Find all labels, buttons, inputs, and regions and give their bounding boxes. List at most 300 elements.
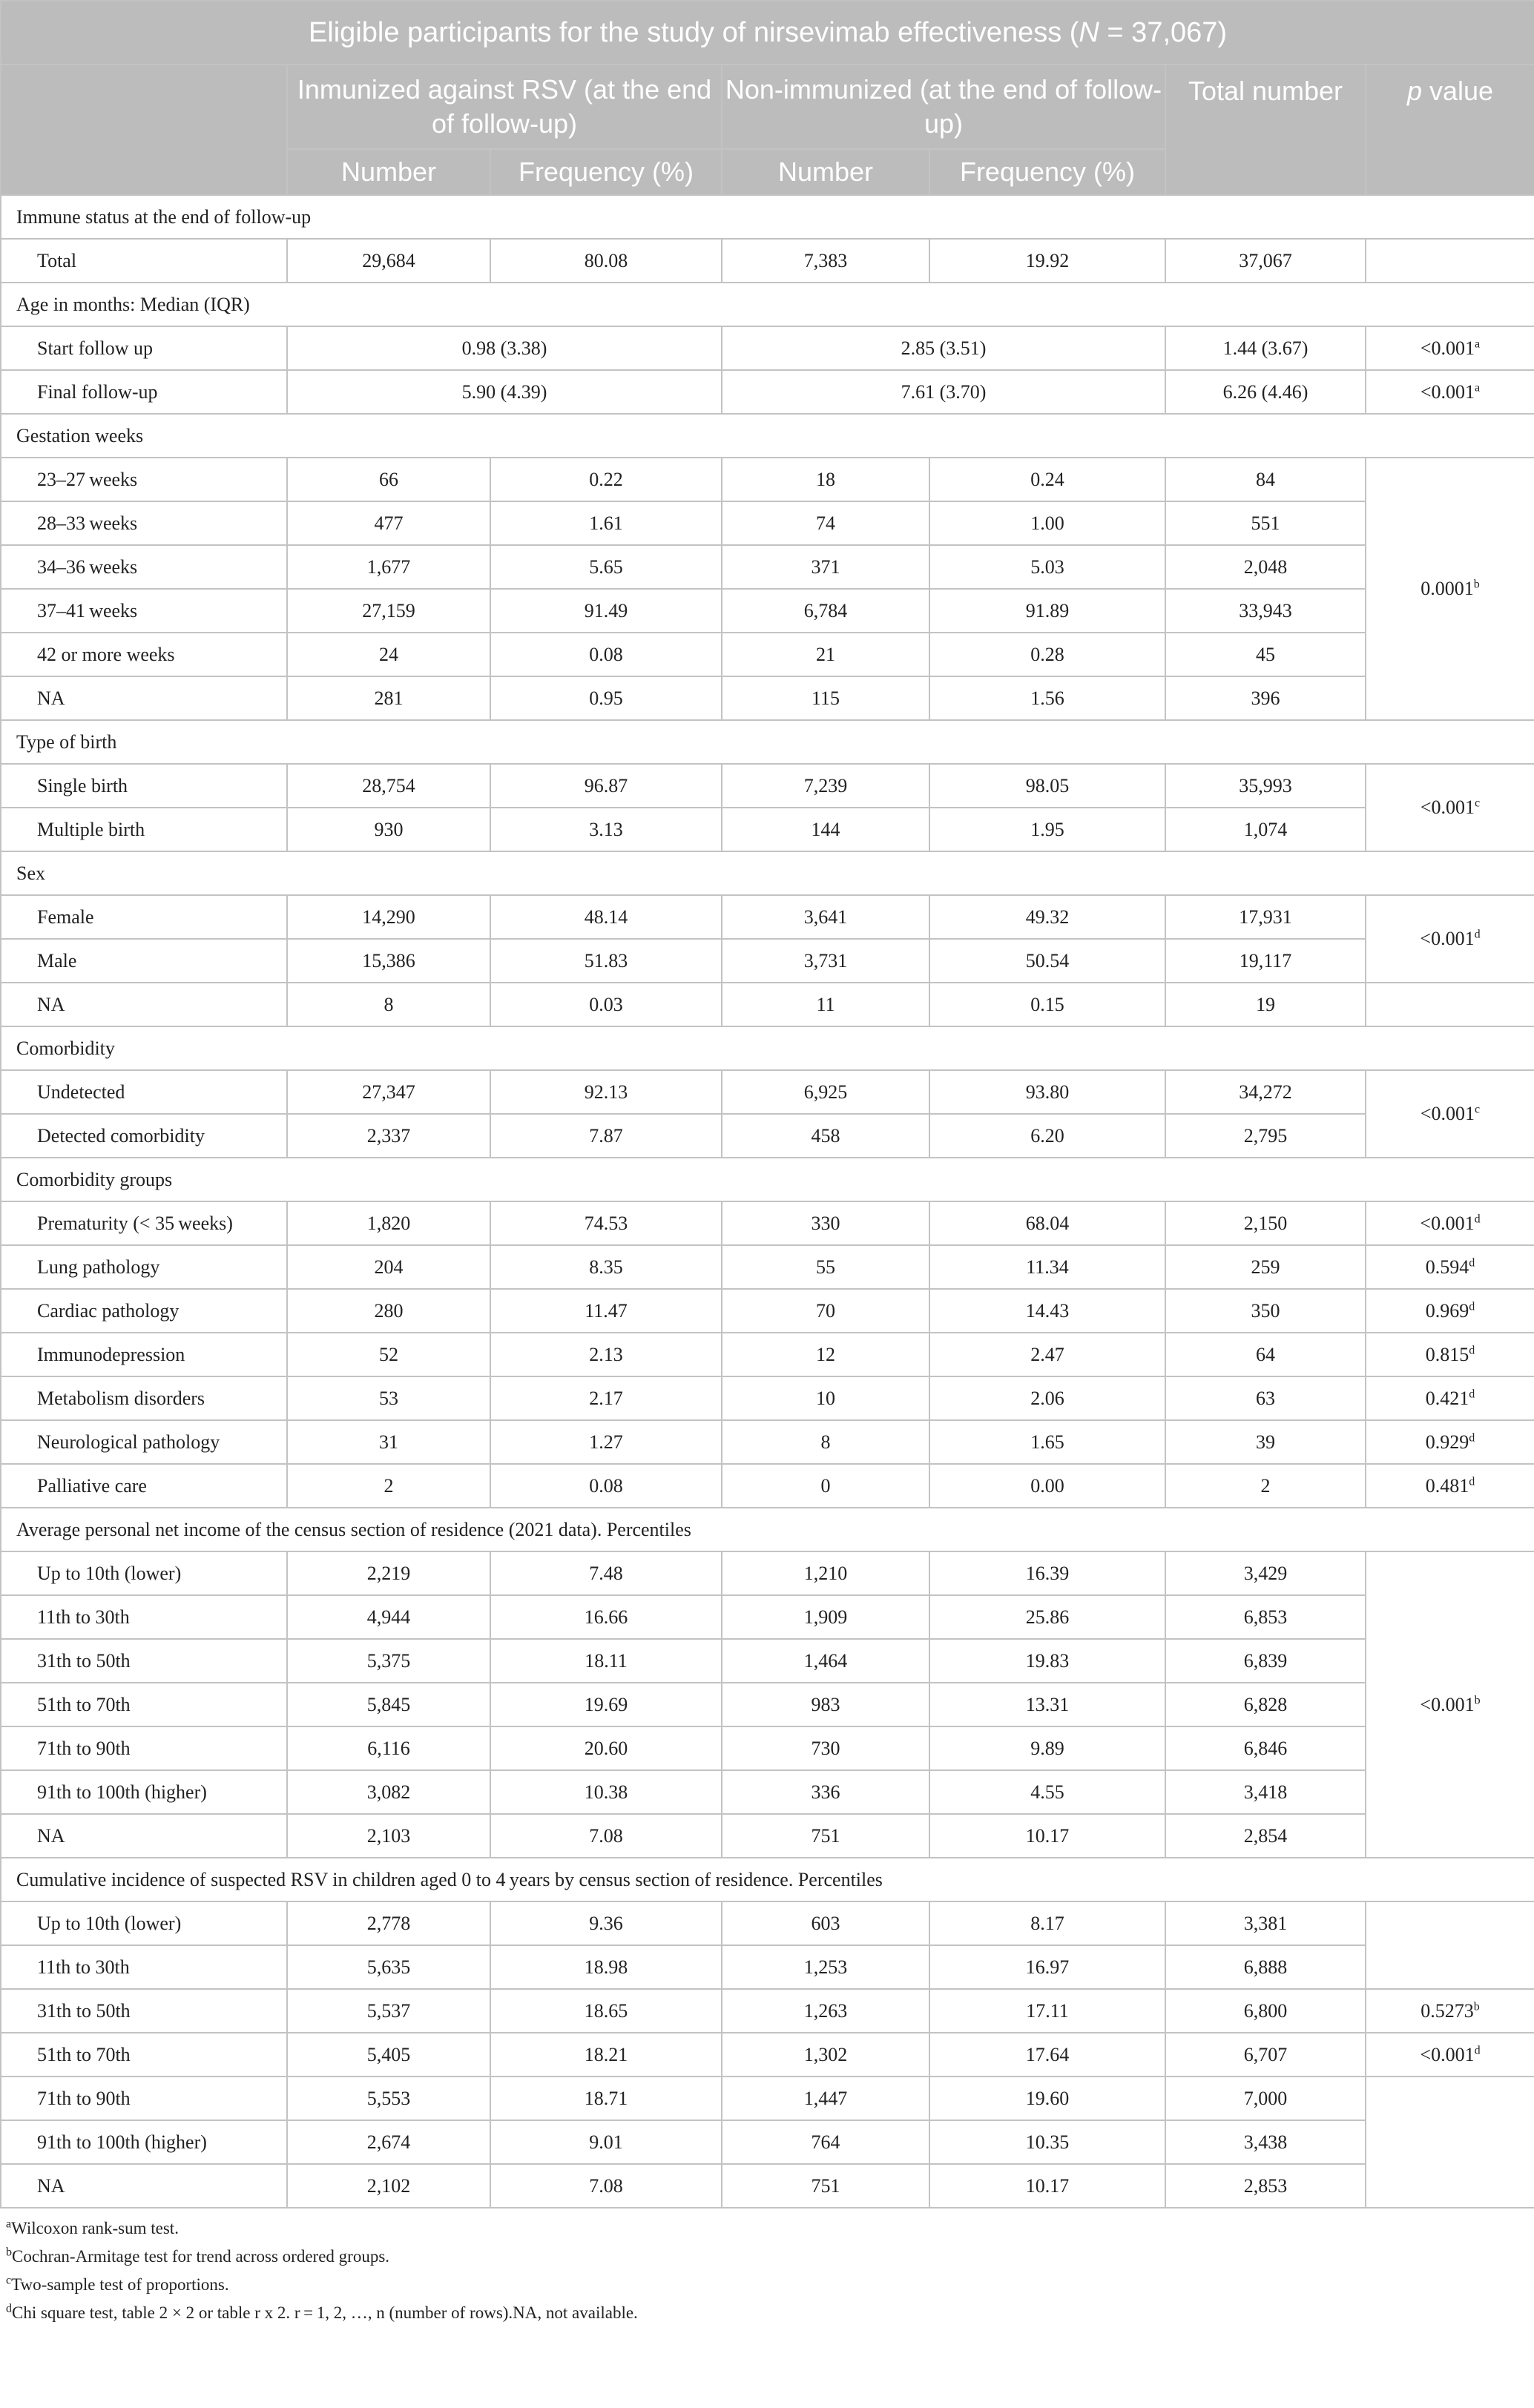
row-label: 34–36 weeks [1,545,287,589]
immunized-frequency: 7.48 [490,1551,722,1595]
non-immunized-frequency: 98.05 [929,764,1165,808]
footnote [6,2271,1534,2299]
immunized-frequency: 92.13 [490,1070,722,1114]
p-value: <0.001 [1420,2043,1475,2065]
section-title: Comorbidity groups [1,1158,1534,1201]
immunized-number: 31 [287,1420,490,1464]
row-label: Detected comorbidity [1,1114,287,1158]
total-cell: 6,828 [1165,1683,1366,1726]
table-row [1,808,1534,851]
total-cell: 64 [1165,1333,1366,1376]
p-value-cell [1366,2077,1534,2208]
table-row [1,983,1534,1026]
non-immunized-frequency: 68.04 [929,1201,1165,1245]
non-immunized-frequency: 19.83 [929,1639,1165,1683]
table-title-text: Eligible participants for the study of nirsevimab effectiveness ( [308,16,1079,48]
immunized-frequency: 0.22 [490,458,722,501]
non-immunized-frequency: 1.65 [929,1420,1165,1464]
table-row [1,1201,1534,1245]
p-value-footnote-mark: d [1469,1431,1475,1444]
immunized-number: 3,082 [287,1770,490,1814]
header-total: Total number [1165,65,1366,195]
median-non-immunized: 2.85 (3.51) [722,326,1165,370]
p-value-cell [1366,1464,1534,1508]
p-value-cell [1366,1376,1534,1420]
footnote-mark: c [6,2274,12,2287]
immunized-frequency: 7.08 [490,1814,722,1858]
header-p-rest: value [1421,76,1494,106]
immunized-number: 5,537 [287,1989,490,2033]
table-row [1,1289,1534,1333]
total-cell: 3,438 [1165,2120,1366,2164]
section-title: Sex [1,851,1534,895]
section-header-row [1,851,1534,895]
row-label: Neurological pathology [1,1420,287,1464]
immunized-frequency: 96.87 [490,764,722,808]
table-row [1,633,1534,676]
table-row [1,1464,1534,1508]
total-cell: 35,993 [1165,764,1366,808]
row-label: Immunodepression [1,1333,287,1376]
non-immunized-number: 3,641 [722,895,929,939]
row-label: NA [1,2164,287,2208]
non-immunized-frequency: 2.06 [929,1376,1165,1420]
total-cell: 1,074 [1165,808,1366,851]
total-cell: 3,381 [1165,1901,1366,1945]
non-immunized-number: 1,909 [722,1595,929,1639]
non-immunized-number: 371 [722,545,929,589]
non-immunized-number: 70 [722,1289,929,1333]
table-row [1,676,1534,720]
non-immunized-frequency: 19.92 [929,239,1165,283]
total-cell: 84 [1165,458,1366,501]
section-header-row [1,1158,1534,1201]
immunized-number: 2,103 [287,1814,490,1858]
table-row [1,1726,1534,1770]
total-cell: 6,707 [1165,2033,1366,2077]
footnote-mark: b [6,2246,12,2259]
p-value-footnote-mark: b [1473,578,1480,591]
section-title: Average personal net income of the census section of residence (2021 data). Percentiles [1,1508,1534,1551]
footnote [6,2299,1534,2327]
p-value: <0.001 [1420,796,1475,818]
p-value-cell [1366,1901,1534,1989]
immunized-number: 4,944 [287,1595,490,1639]
non-immunized-number: 11 [722,983,929,1026]
footnote-text: Chi square test, table 2 × 2 or table r x 2. r = 1, 2, …, n (number of rows).NA, not available. [12,2303,638,2322]
non-immunized-number: 115 [722,676,929,720]
total-cell: 2,795 [1165,1114,1366,1158]
table-title-n: N [1079,16,1099,48]
non-immunized-number: 751 [722,2164,929,2208]
non-immunized-number: 1,253 [722,1945,929,1989]
immunized-number: 1,820 [287,1201,490,1245]
non-immunized-number: 144 [722,808,929,851]
non-immunized-number: 983 [722,1683,929,1726]
non-immunized-frequency: 1.56 [929,676,1165,720]
p-value-footnote-mark: d [1469,1474,1475,1488]
table-row [1,370,1534,414]
immunized-number: 2 [287,1464,490,1508]
header-blank [1,65,287,195]
total-cell: 259 [1165,1245,1366,1289]
median-immunized: 5.90 (4.39) [287,370,722,414]
immunized-number: 5,845 [287,1683,490,1726]
row-label: 11th to 30th [1,1945,287,1989]
total-cell: 6.26 (4.46) [1165,370,1366,414]
non-immunized-number: 3,731 [722,939,929,983]
row-label: Palliative care [1,1464,287,1508]
table-row [1,895,1534,939]
immunized-frequency: 9.01 [490,2120,722,2164]
immunized-number: 930 [287,808,490,851]
non-immunized-frequency: 9.89 [929,1726,1165,1770]
immunized-number: 27,159 [287,589,490,633]
immunized-frequency: 0.08 [490,1464,722,1508]
table-row [1,2120,1534,2164]
total-cell: 2,854 [1165,1814,1366,1858]
p-value: 0.815 [1425,1343,1469,1365]
footnote-text: Two-sample test of proportions. [11,2275,229,2294]
p-value: <0.001 [1420,380,1475,403]
non-immunized-number: 603 [722,1901,929,1945]
p-value-cell [1366,1420,1534,1464]
non-immunized-frequency: 11.34 [929,1245,1165,1289]
section-header-row [1,1508,1534,1551]
row-label: 51th to 70th [1,1683,287,1726]
p-value: 0.969 [1425,1299,1469,1322]
immunized-frequency: 2.13 [490,1333,722,1376]
non-immunized-frequency: 17.11 [929,1989,1165,2033]
immunized-number: 66 [287,458,490,501]
immunized-frequency: 5.65 [490,545,722,589]
total-cell: 551 [1165,501,1366,545]
row-label: Multiple birth [1,808,287,851]
header-immunized: Inmunized against RSV (at the end of follow-up) [287,65,722,149]
non-immunized-frequency: 50.54 [929,939,1165,983]
section-header-row [1,720,1534,764]
total-cell: 2 [1165,1464,1366,1508]
total-cell: 6,853 [1165,1595,1366,1639]
total-cell: 6,846 [1165,1726,1366,1770]
table-row [1,1683,1534,1726]
p-value: <0.001 [1420,928,1475,949]
immunized-number: 2,674 [287,2120,490,2164]
immunized-frequency: 1.61 [490,501,722,545]
p-value-cell [1366,458,1534,720]
immunized-number: 5,405 [287,2033,490,2077]
row-label: Up to 10th (lower) [1,1901,287,1945]
p-value-cell [1366,983,1534,1026]
immunized-frequency: 8.35 [490,1245,722,1289]
immunized-frequency: 51.83 [490,939,722,983]
non-immunized-frequency: 0.24 [929,458,1165,501]
row-label: 91th to 100th (higher) [1,1770,287,1814]
row-label: Cardiac pathology [1,1289,287,1333]
non-immunized-number: 6,925 [722,1070,929,1114]
p-value: 0.481 [1425,1474,1469,1497]
subheader-number-2: Number [722,149,929,195]
p-value-cell [1366,895,1534,983]
immunized-number: 2,778 [287,1901,490,1945]
table-row [1,1989,1534,2033]
immunized-frequency: 80.08 [490,239,722,283]
p-value-cell [1366,370,1534,414]
total-cell: 396 [1165,676,1366,720]
table-row [1,1551,1534,1595]
table-row [1,326,1534,370]
total-cell: 19 [1165,983,1366,1026]
immunized-number: 14,290 [287,895,490,939]
non-immunized-frequency: 8.17 [929,1901,1165,1945]
table-row [1,939,1534,983]
total-cell: 19,117 [1165,939,1366,983]
p-value-footnote-mark: d [1474,1212,1481,1225]
p-value-cell [1366,326,1534,370]
row-label: Final follow-up [1,370,287,414]
table-body [1,195,1534,2208]
section-title: Comorbidity [1,1026,1534,1070]
p-value: <0.001 [1420,337,1475,359]
header-p-italic: p [1406,76,1422,106]
immunized-frequency: 18.21 [490,2033,722,2077]
immunized-frequency: 1.27 [490,1420,722,1464]
immunized-frequency: 20.60 [490,1726,722,1770]
row-label: 51th to 70th [1,2033,287,2077]
subheader-frequency-2: Frequency (%) [929,149,1165,195]
immunized-number: 281 [287,676,490,720]
non-immunized-number: 330 [722,1201,929,1245]
non-immunized-frequency: 4.55 [929,1770,1165,1814]
non-immunized-number: 1,447 [722,2077,929,2120]
row-label: Undetected [1,1070,287,1114]
immunized-number: 29,684 [287,239,490,283]
immunized-number: 24 [287,633,490,676]
p-value: 0.5273 [1421,1999,1474,2022]
footnote [6,2243,1534,2271]
total-cell: 17,931 [1165,895,1366,939]
p-value: 0.421 [1425,1387,1469,1409]
total-cell: 63 [1165,1376,1366,1420]
immunized-frequency: 19.69 [490,1683,722,1726]
immunized-frequency: 0.08 [490,633,722,676]
non-immunized-frequency: 13.31 [929,1683,1165,1726]
non-immunized-frequency: 0.15 [929,983,1165,1026]
non-immunized-frequency: 5.03 [929,545,1165,589]
non-immunized-number: 21 [722,633,929,676]
total-cell: 3,418 [1165,1770,1366,1814]
footnote-text: Wilcoxon rank-sum test. [11,2219,179,2237]
subheader-number-1: Number [287,149,490,195]
row-label: Lung pathology [1,1245,287,1289]
total-cell: 1.44 (3.67) [1165,326,1366,370]
immunized-frequency: 18.98 [490,1945,722,1989]
table-row [1,2033,1534,2077]
p-value-footnote-mark: d [1469,1256,1475,1269]
row-label: NA [1,1814,287,1858]
immunized-frequency: 48.14 [490,895,722,939]
immunized-frequency: 0.03 [490,983,722,1026]
non-immunized-number: 6,784 [722,589,929,633]
immunized-number: 2,219 [287,1551,490,1595]
table-title-rest: = 37,067) [1099,16,1228,48]
p-value-cell [1366,1245,1534,1289]
row-label: NA [1,983,287,1026]
non-immunized-frequency: 2.47 [929,1333,1165,1376]
p-value-footnote-mark: d [1469,1343,1475,1356]
non-immunized-number: 74 [722,501,929,545]
non-immunized-number: 751 [722,1814,929,1858]
row-label: 71th to 90th [1,1726,287,1770]
footnote [6,2214,1534,2243]
p-value-footnote-mark: c [1475,796,1481,810]
non-immunized-number: 1,302 [722,2033,929,2077]
immunized-number: 5,635 [287,1945,490,1989]
median-non-immunized: 7.61 (3.70) [722,370,1165,414]
table-row [1,1814,1534,1858]
immunized-frequency: 0.95 [490,676,722,720]
section-title: Type of birth [1,720,1534,764]
total-cell: 6,888 [1165,1945,1366,1989]
section-header-row [1,283,1534,326]
footnote-mark: d [6,2302,12,2315]
p-value-footnote-mark: a [1475,337,1481,350]
immunized-number: 204 [287,1245,490,1289]
non-immunized-frequency: 6.20 [929,1114,1165,1158]
table-row [1,764,1534,808]
row-label: Female [1,895,287,939]
immunized-frequency: 7.87 [490,1114,722,1158]
table-row [1,1245,1534,1289]
immunized-frequency: 18.65 [490,1989,722,2033]
non-immunized-frequency: 0.28 [929,633,1165,676]
total-cell: 3,429 [1165,1551,1366,1595]
immunized-frequency: 91.49 [490,589,722,633]
p-value-footnote-mark: d [1469,1299,1475,1313]
table-row [1,1114,1534,1158]
non-immunized-frequency: 16.39 [929,1551,1165,1595]
p-value: 0.929 [1425,1431,1469,1453]
table-row [1,545,1534,589]
immunized-frequency: 18.71 [490,2077,722,2120]
immunized-number: 8 [287,983,490,1026]
section-header-row [1,195,1534,239]
non-immunized-frequency: 10.17 [929,1814,1165,1858]
section-header-row [1,414,1534,458]
non-immunized-frequency: 91.89 [929,589,1165,633]
p-value-cell [1366,1070,1534,1158]
non-immunized-frequency: 25.86 [929,1595,1165,1639]
immunized-frequency: 18.11 [490,1639,722,1683]
immunized-number: 1,677 [287,545,490,589]
non-immunized-number: 764 [722,2120,929,2164]
table-row [1,589,1534,633]
non-immunized-frequency: 10.35 [929,2120,1165,2164]
row-label: 23–27 weeks [1,458,287,501]
non-immunized-frequency: 49.32 [929,895,1165,939]
row-label: 42 or more weeks [1,633,287,676]
immunized-frequency: 7.08 [490,2164,722,2208]
header-p-value [1366,65,1534,195]
non-immunized-number: 8 [722,1420,929,1464]
table-row [1,1595,1534,1639]
p-value-footnote-mark: a [1475,380,1481,394]
total-cell: 6,800 [1165,1989,1366,2033]
p-value-footnote-mark: c [1475,1103,1481,1116]
p-value-footnote-mark: b [1473,1999,1480,2013]
row-label: Male [1,939,287,983]
p-value-cell [1366,239,1534,283]
table-title [1,1,1534,65]
non-immunized-frequency: 1.00 [929,501,1165,545]
immunized-number: 477 [287,501,490,545]
row-label: 37–41 weeks [1,589,287,633]
p-value: <0.001 [1420,1103,1475,1124]
non-immunized-number: 1,210 [722,1551,929,1595]
row-label: Start follow up [1,326,287,370]
immunized-frequency: 74.53 [490,1201,722,1245]
row-label: Metabolism disorders [1,1376,287,1420]
non-immunized-frequency: 1.95 [929,808,1165,851]
footnote-text: Cochran-Armitage test for trend across ordered groups. [12,2247,390,2266]
row-label: 31th to 50th [1,1639,287,1683]
footnote-mark: a [6,2217,12,2231]
row-label: Prematurity (< 35 weeks) [1,1201,287,1245]
immunized-frequency: 2.17 [490,1376,722,1420]
section-title: Gestation weeks [1,414,1534,458]
footnotes [0,2209,1534,2327]
immunized-number: 280 [287,1289,490,1333]
non-immunized-frequency: 17.64 [929,2033,1165,2077]
table-row [1,458,1534,501]
immunized-number: 53 [287,1376,490,1420]
non-immunized-number: 1,464 [722,1639,929,1683]
table-row [1,2077,1534,2120]
section-title: Cumulative incidence of suspected RSV in children aged 0 to 4 years by census section of residence. Percentiles [1,1858,1534,1901]
table-row [1,501,1534,545]
non-immunized-number: 12 [722,1333,929,1376]
table-row [1,1420,1534,1464]
total-cell: 37,067 [1165,239,1366,283]
total-cell: 6,839 [1165,1639,1366,1683]
row-label: Total [1,239,287,283]
p-value-cell [1366,1551,1534,1858]
immunized-number: 2,337 [287,1114,490,1158]
non-immunized-frequency: 14.43 [929,1289,1165,1333]
immunized-frequency: 11.47 [490,1289,722,1333]
row-label: 91th to 100th (higher) [1,2120,287,2164]
header-non-immunized: Non-immunized (at the end of follow-up) [722,65,1165,149]
p-value-cell [1366,764,1534,851]
non-immunized-frequency: 16.97 [929,1945,1165,1989]
p-value-cell [1366,1333,1534,1376]
table-row [1,2164,1534,2208]
table-row [1,1945,1534,1989]
immunized-number: 2,102 [287,2164,490,2208]
non-immunized-number: 336 [722,1770,929,1814]
p-value-footnote-mark: d [1469,1387,1475,1400]
total-cell: 2,853 [1165,2164,1366,2208]
table-row [1,1901,1534,1945]
table-row [1,1639,1534,1683]
row-label: NA [1,676,287,720]
immunized-number: 5,553 [287,2077,490,2120]
immunized-number: 5,375 [287,1639,490,1683]
immunized-number: 27,347 [287,1070,490,1114]
non-immunized-number: 7,383 [722,239,929,283]
table-row [1,1070,1534,1114]
total-cell: 45 [1165,633,1366,676]
